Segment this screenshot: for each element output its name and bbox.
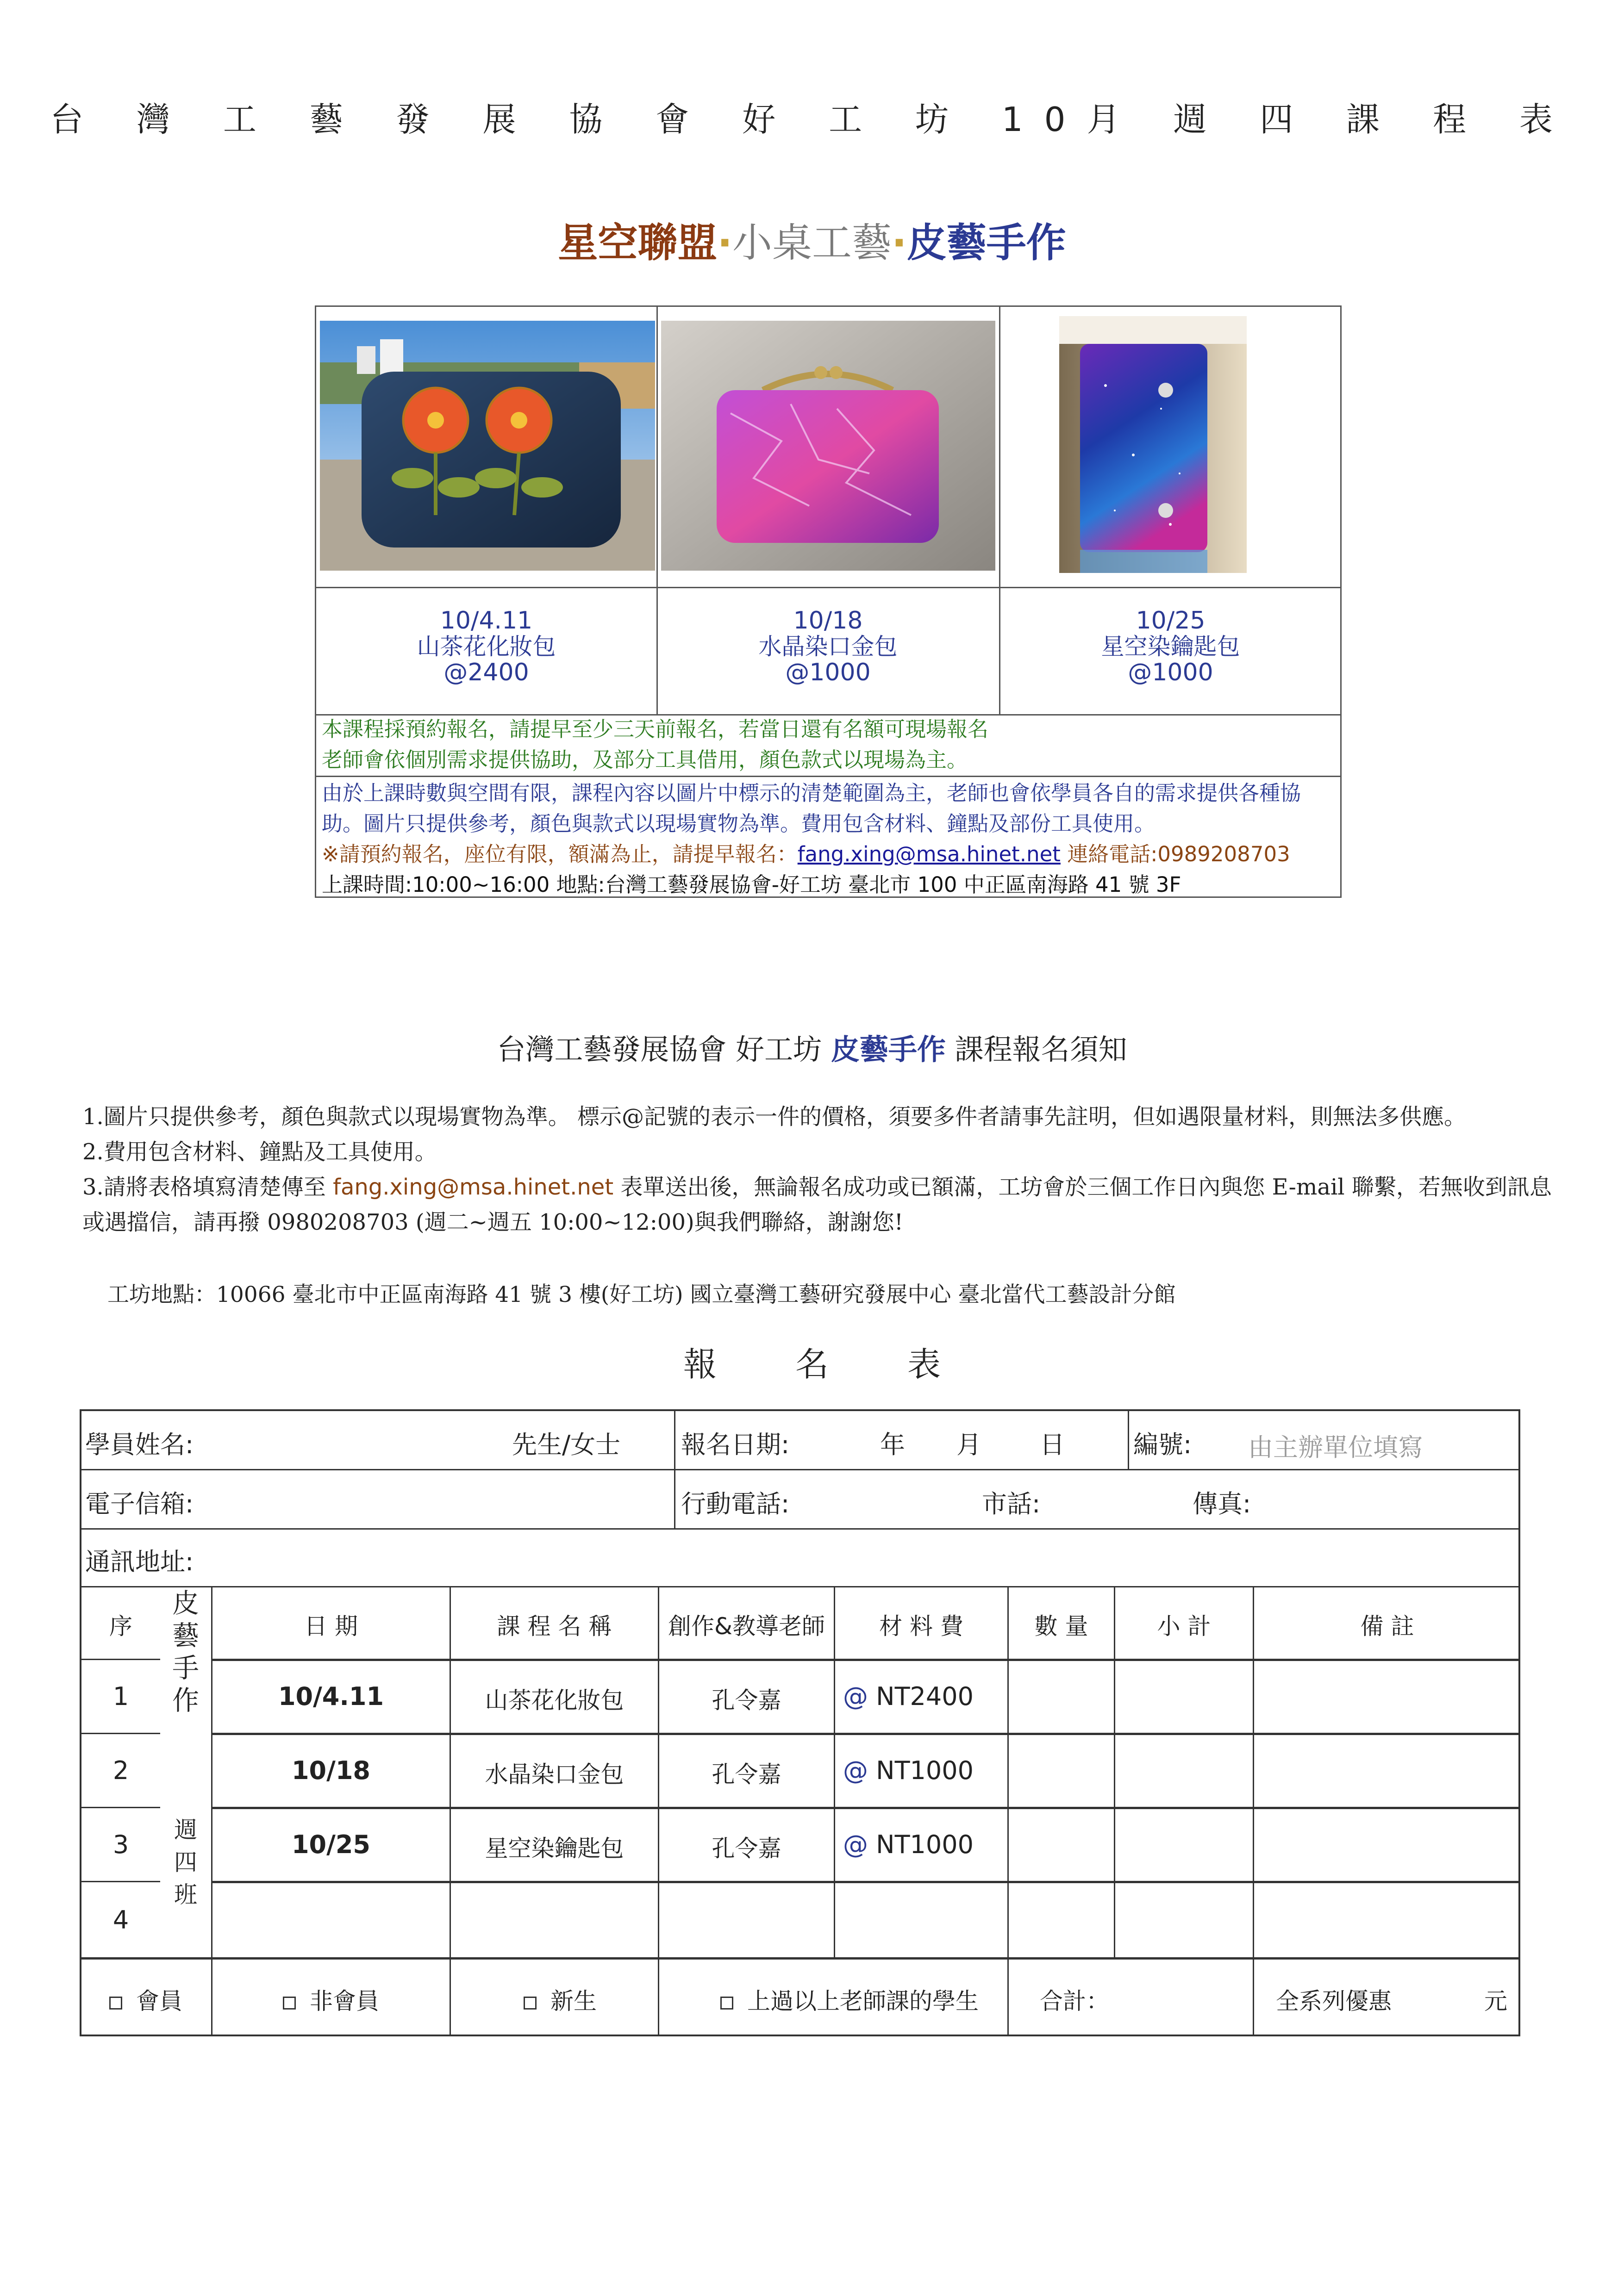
form-col-line	[658, 1586, 659, 2036]
form-col-line	[1253, 1586, 1254, 2036]
form-row-line	[211, 1659, 1520, 1661]
row-1-quantity-field[interactable]	[1012, 1663, 1112, 1728]
course-caption-1	[316, 608, 656, 685]
student-name-label: 學員姓名:	[85, 1430, 194, 1459]
row-1-fee	[843, 1682, 974, 1711]
checkbox-icon[interactable]	[720, 1997, 733, 2010]
course-name: 星空染鑰匙包	[1101, 633, 1240, 660]
form-row-line	[81, 1586, 1518, 1587]
returning-student-checkbox[interactable]	[720, 1983, 979, 2016]
row-1-no: 1	[112, 1682, 129, 1711]
email-label: 電子信箱:	[85, 1489, 194, 1518]
serial-label: 編號:	[1133, 1430, 1192, 1459]
course-price: @2400	[443, 659, 529, 686]
row-divider	[316, 587, 1340, 588]
fax-label: 傳真:	[1193, 1489, 1251, 1518]
fee-at-sign: @	[843, 1756, 868, 1785]
course-price: @1000	[1128, 659, 1213, 686]
address-label: 通訊地址:	[85, 1547, 194, 1576]
non-member-checkbox[interactable]	[283, 1983, 379, 2016]
course-category-text: 皮 藝 手 作	[172, 1587, 199, 1716]
registration-form-title: 報名表	[683, 1345, 1019, 1384]
row-1-course: 山茶花化妝包	[485, 1687, 624, 1714]
class-time-location: 上課時間:10:00~16:00 地點:台灣工藝發展協會-好工坊 臺北市 100 中正區南海路 41 號 3F	[322, 872, 1181, 897]
form-row-line	[211, 1881, 1520, 1883]
email-field[interactable]	[220, 1475, 665, 1521]
col-header-date: 日 期	[304, 1613, 358, 1640]
month-label: 月	[956, 1430, 981, 1459]
class-week-text: 週 四 班	[174, 1817, 197, 1908]
form-row-line	[81, 1528, 1518, 1530]
form-row-line	[81, 1659, 160, 1660]
col-header-material-fee: 材 料 費	[879, 1613, 963, 1640]
total-label: 合計：	[1040, 1988, 1109, 2015]
notice-item-3	[82, 1170, 1564, 1240]
camellia-cosmetic-bag-photo	[320, 321, 655, 571]
notice-item-2: 2.費用包含材料、鐘點及工具使用。	[82, 1139, 437, 1165]
gender-label: 先生/女士	[512, 1430, 621, 1459]
details-line-3	[322, 839, 1301, 870]
form-row-line	[81, 1733, 160, 1734]
row-1-teacher: 孔令嘉	[712, 1687, 781, 1714]
serial-hint: 由主辦單位填寫	[1248, 1433, 1423, 1462]
booking-note-line-1: 本課程採預約報名，請提早至少三天前報名，若當日還有名額可現場報名	[322, 717, 989, 741]
notice-heading	[0, 1027, 1624, 1068]
col-header-course: 課 程 名 稱	[497, 1613, 612, 1640]
subtitle-part-3: 皮藝手作	[906, 220, 1066, 266]
course-name: 水晶染口金包	[758, 633, 898, 660]
course-info-table	[315, 305, 1342, 898]
notice-email[interactable]: fang.xing@msa.hinet.net	[333, 1174, 614, 1200]
form-row-line	[81, 1957, 1518, 1960]
row-3-fee	[843, 1830, 974, 1859]
course-caption-3	[1000, 608, 1341, 685]
signup-prompt: ※請預約報名，座位有限，額滿為止，請提早報名：	[322, 842, 798, 866]
row-3-date: 10/25	[291, 1830, 370, 1859]
row-3-course: 星空染鑰匙包	[485, 1835, 624, 1862]
discount-label: 全系列優惠	[1276, 1988, 1392, 2015]
subtitle-part-2: 小桌工藝	[732, 220, 892, 266]
form-col-line	[1114, 1586, 1115, 1957]
fee-at-sign: @	[843, 1830, 868, 1859]
starry-key-case-photo	[1059, 316, 1247, 573]
non-member-label: 非會員	[310, 1988, 379, 2015]
fee-value: NT2400	[876, 1682, 974, 1711]
fee-value: NT1000	[876, 1830, 974, 1859]
course-caption-2	[658, 608, 998, 685]
form-row-line	[81, 1469, 1518, 1470]
contact-phone: 連絡電話:0989208703	[1060, 842, 1290, 866]
form-row-line	[81, 1807, 160, 1808]
row-3-teacher: 孔令嘉	[712, 1835, 781, 1862]
form-col-line	[1007, 1586, 1009, 2036]
row-1-date: 10/4.11	[278, 1682, 384, 1711]
col-header-remarks: 備 註	[1360, 1613, 1414, 1640]
course-details-note	[322, 778, 1301, 900]
course-date: 10/25	[1136, 607, 1206, 635]
row-2-no: 2	[112, 1756, 129, 1785]
course-date: 10/18	[793, 607, 863, 635]
fee-at-sign: @	[843, 1682, 868, 1711]
course-price: @1000	[785, 659, 871, 686]
subtitle-dot-2: ·	[892, 220, 907, 266]
course-name: 山茶花化妝包	[417, 633, 556, 660]
checkbox-icon[interactable]	[524, 1997, 537, 2010]
booking-note	[322, 714, 988, 775]
subtitle-part-1: 星空聯盟	[558, 220, 718, 266]
class-week-vertical	[169, 1814, 202, 1911]
row-2-date: 10/18	[291, 1756, 370, 1785]
course-category-vertical	[169, 1587, 202, 1717]
details-line-2: 助。圖片只提供參考，顏色與款式以現場實物為準。費用包含材料、鐘點及部份工具使用。	[322, 811, 1156, 836]
day-label: 日	[1040, 1430, 1065, 1459]
course-date: 10/4.11	[440, 607, 533, 635]
registration-date-label: 報名日期:	[681, 1430, 790, 1459]
student-name-field[interactable]	[234, 1416, 512, 1462]
phone-label: 市話:	[982, 1489, 1041, 1518]
notice-heading-org: 台灣工藝發展協會 好工坊	[497, 1033, 831, 1066]
workshop-address: 工坊地點：10066 臺北市中正區南海路 41 號 3 樓(好工坊) 國立臺灣工藝研究發展中心 臺北當代工藝設計分館	[107, 1282, 1176, 1307]
currency-label: 元	[1484, 1988, 1507, 2015]
notice-item-3-rest: 表單送出後，無論報名成功或已額滿，工坊會於三個工作日內與您 E-mail 聯繫，若無收到訊息或遇擋信，請再撥 0980208703 (週二~週五 10:00~12:00)與我們聯絡，謝謝您!	[82, 1174, 1552, 1235]
notice-heading-suffix: 課程報名須知	[945, 1033, 1127, 1066]
details-line-1: 由於上課時數與空間有限，課程內容以圖片中標示的清楚範圍為主，老師也會依學員各自的需求提供各種協	[322, 781, 1301, 805]
returning-student-label: 上過以上老師課的學生	[747, 1988, 979, 2015]
row-3-quantity-field[interactable]	[1012, 1811, 1112, 1876]
notice-body	[82, 1099, 1564, 1240]
new-student-checkbox[interactable]	[524, 1983, 597, 2016]
booking-note-line-2: 老師會依個別需求提供協助，及部分工具借用，顏色款式以現場為主。	[322, 747, 968, 772]
form-col-line	[211, 1586, 212, 2036]
new-student-label: 新生	[550, 1988, 597, 2015]
row-2-fee	[843, 1756, 974, 1785]
form-col-line	[834, 1586, 835, 1957]
fee-value: NT1000	[876, 1756, 974, 1785]
row-2-quantity-field[interactable]	[1012, 1737, 1112, 1802]
registration-form	[80, 1409, 1520, 2036]
course-series-subtitle	[0, 211, 1624, 268]
email-link[interactable]: fang.xing@msa.hinet.net	[797, 842, 1061, 866]
form-row-line	[211, 1807, 1520, 1809]
col-header-no: 序	[109, 1613, 132, 1640]
member-label: 會員	[136, 1988, 182, 2015]
form-col-line	[1128, 1411, 1129, 1469]
page-title: 台 灣 工 藝 發 展 協 會 好 工 坊 10月 週 四 課 程 表	[50, 100, 1574, 139]
row-divider	[316, 776, 1340, 777]
year-label: 年	[880, 1430, 905, 1459]
notice-heading-course: 皮藝手作	[831, 1033, 946, 1066]
address-field[interactable]	[220, 1533, 1507, 1579]
form-row-line	[81, 1881, 160, 1882]
form-col-line	[674, 1411, 675, 1528]
form-col-line	[450, 1586, 451, 2036]
checkbox-icon[interactable]	[109, 1997, 122, 2010]
row-3-no: 3	[112, 1830, 129, 1859]
row-2-teacher: 孔令嘉	[712, 1761, 781, 1788]
notice-item-3-text: 3.請將表格填寫清楚傳至	[82, 1174, 333, 1200]
mobile-label: 行動電話:	[681, 1489, 790, 1518]
col-header-quantity: 數 量	[1034, 1613, 1088, 1640]
checkbox-icon[interactable]	[283, 1997, 296, 2010]
col-header-teacher: 創作&教導老師	[668, 1613, 825, 1640]
member-checkbox[interactable]	[109, 1983, 182, 2016]
form-row-line	[211, 1733, 1520, 1735]
col-header-subtotal: 小 計	[1157, 1613, 1211, 1640]
notice-item-1: 1.圖片只提供參考，顏色與款式以現場實物為準。 標示@記號的表示一件的價格，須要多件者請事先註明，但如遇限量材料，則無法多供應。	[82, 1104, 1467, 1130]
row-2-course: 水晶染口金包	[485, 1761, 624, 1788]
row-4-no: 4	[112, 1905, 129, 1935]
crystal-dye-coin-purse-photo	[661, 321, 995, 571]
subtitle-dot-1: ·	[717, 220, 732, 266]
